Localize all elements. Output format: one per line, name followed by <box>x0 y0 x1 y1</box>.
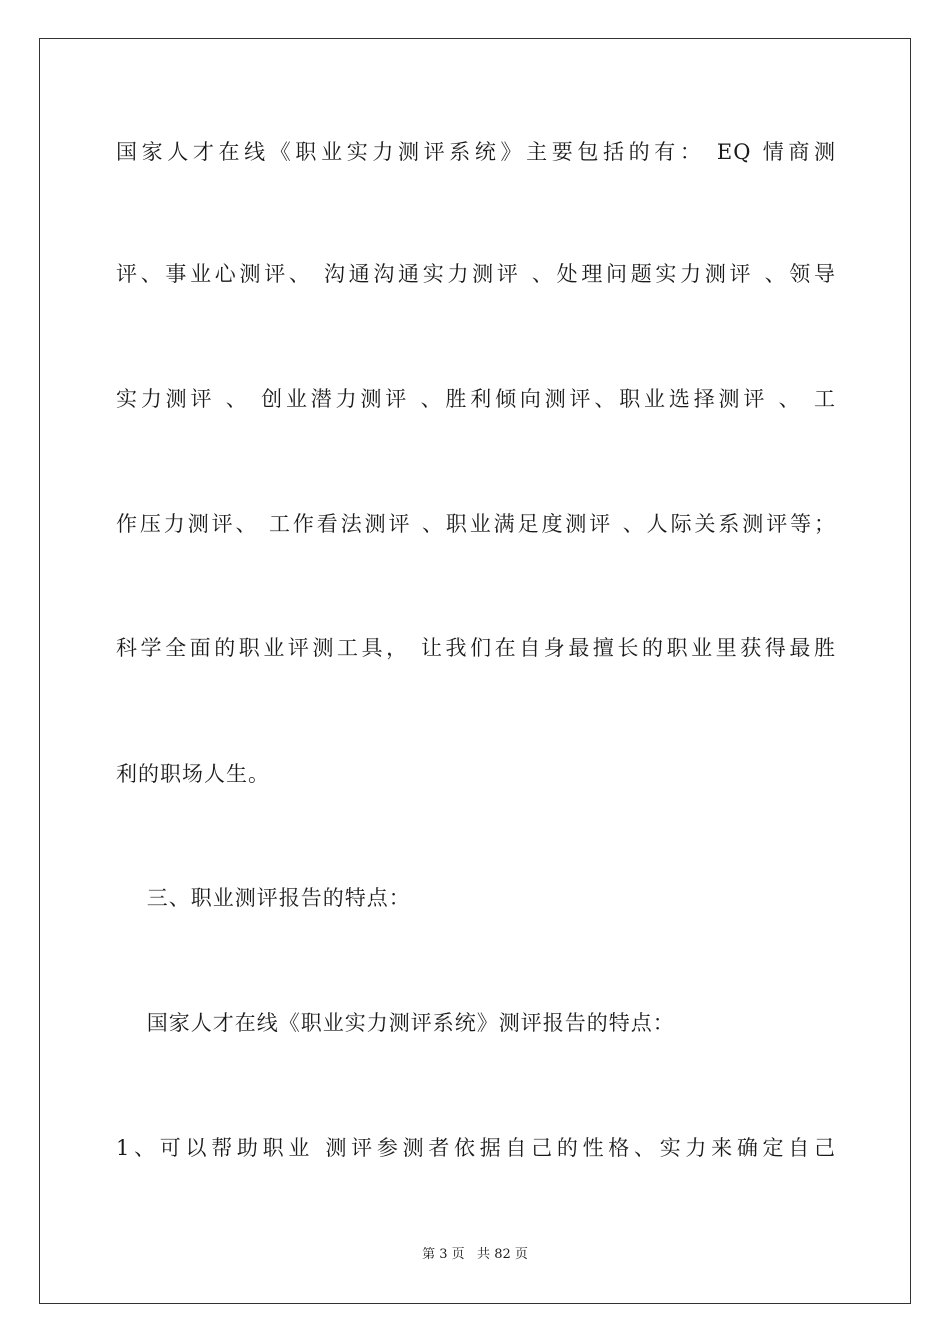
body-text-line-6: 利的职场人生。 <box>116 762 270 786</box>
section-heading: 三、职业测评报告的特点： <box>116 886 411 910</box>
body-text-line-3: 实力测评 、 创业潜力测评 、胜利倾向测评、职业选择测评 、 工 <box>116 387 836 411</box>
body-text-line-1: 国家人才在线《职业实力测评系统》主要包括的有： EQ 情商测 <box>116 140 836 164</box>
body-text-line-5: 科学全面的职业评测工具， 让我们在自身最擅长的职业里获得最胜 <box>116 636 836 660</box>
body-text-line-2: 评、事业心测评、 沟通沟通实力测评 、处理问题实力测评 、领导 <box>116 262 836 286</box>
page-number-footer: 第 3 页 共 82 页 <box>422 1247 528 1262</box>
body-text-line-8: 国家人才在线《职业实力测评系统》测评报告的特点： <box>116 1011 675 1035</box>
page-border <box>39 38 911 1304</box>
body-text-line-4: 作压力测评、 工作看法测评 、职业满足度测评 、人际关系测评等； <box>116 512 836 536</box>
body-text-line-9: 1、可以帮助职业 测评参测者依据自己的性格、实力来确定自己 <box>116 1136 836 1160</box>
